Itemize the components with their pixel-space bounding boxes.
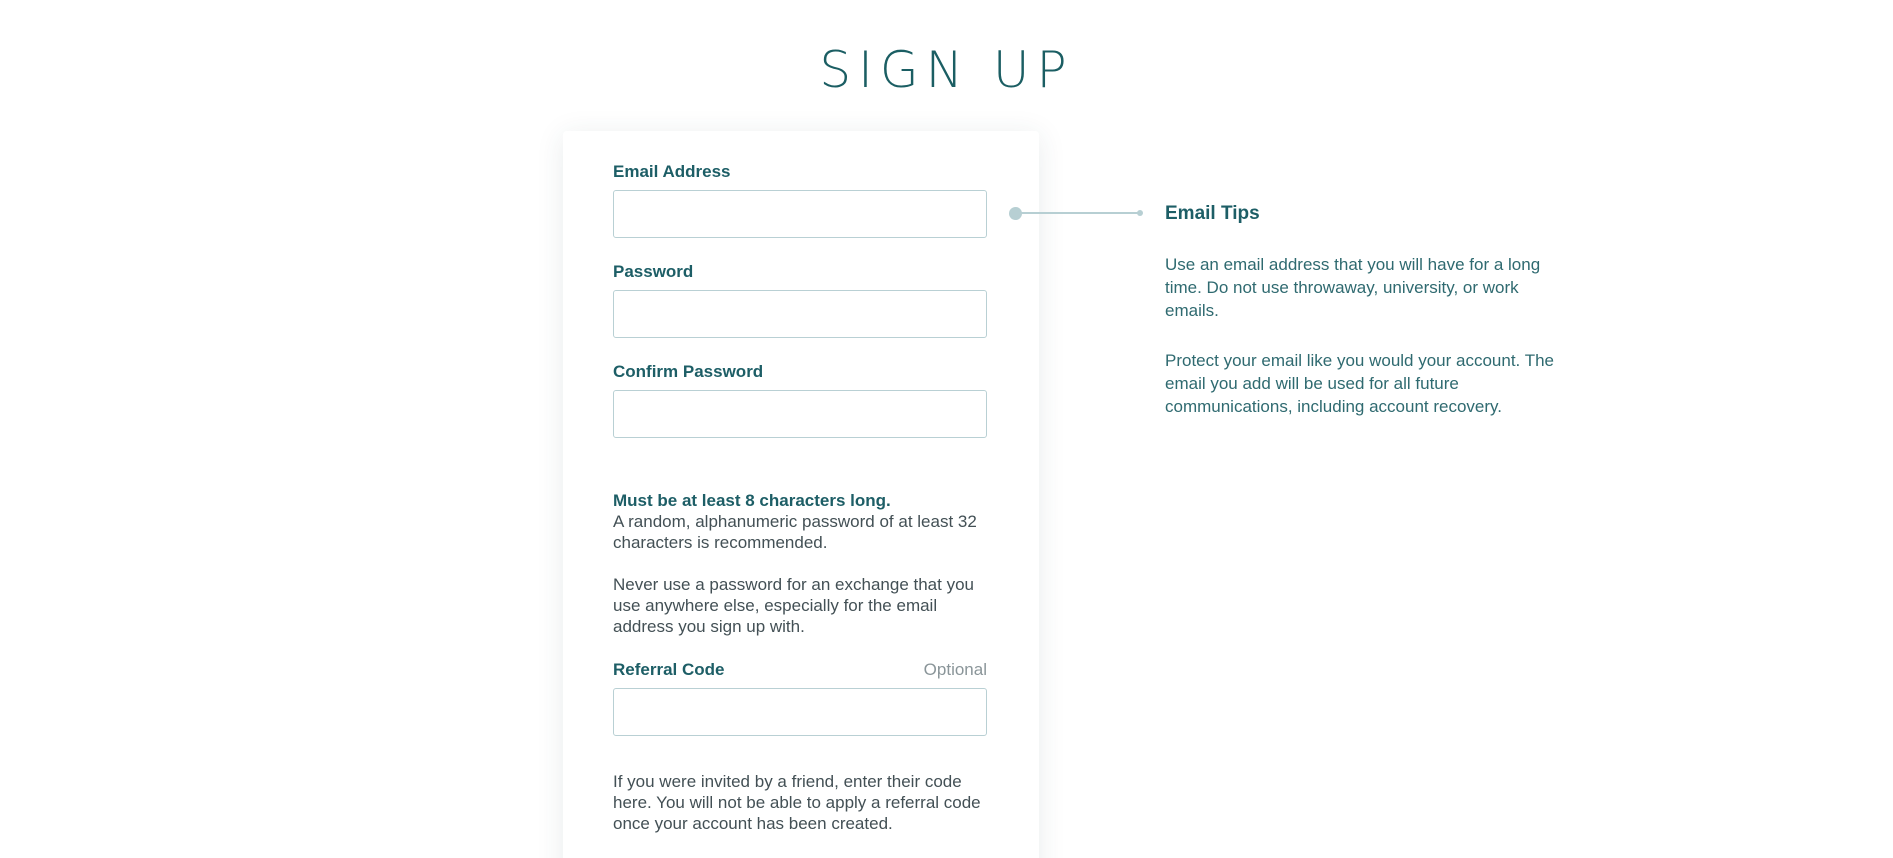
email-tip-paragraph: Use an email address that you will have for a long time. Do not use throwaway, university, or work emails. [1165,255,1541,320]
signup-form-card [563,131,1039,858]
email-tips-title: Email Tips [1165,203,1260,224]
referral-code-field[interactable] [613,688,987,736]
password-label: Password [613,262,694,281]
password-field[interactable] [613,290,987,338]
tip-connector-end [1137,210,1143,216]
email-tip-paragraph: Protect your email like you would your account. The email you add will be used for all future communications, including account recovery. [1165,351,1554,416]
password-requirement: Must be at least 8 characters long. [613,491,891,510]
confirm-password-label: Confirm Password [613,362,764,381]
page-title: SIGN UP [819,41,1074,99]
tip-connector-line [1016,212,1140,214]
referral-optional-badge: Optional [923,660,987,679]
referral-code-label: Referral Code [613,660,725,679]
referral-help-text: If you were invited by a friend, enter their code here. You will not be able to apply a referral code once your account has been created. [613,772,981,833]
password-warning: Never use a password for an exchange that you use anywhere else, especially for the email address you sign up with. [613,575,974,636]
email-label: Email Address [613,162,731,181]
password-recommendation: A random, alphanumeric password of at least 32 characters is recommended. [613,512,977,552]
confirm-password-field[interactable] [613,390,987,438]
email-field[interactable] [613,190,987,238]
